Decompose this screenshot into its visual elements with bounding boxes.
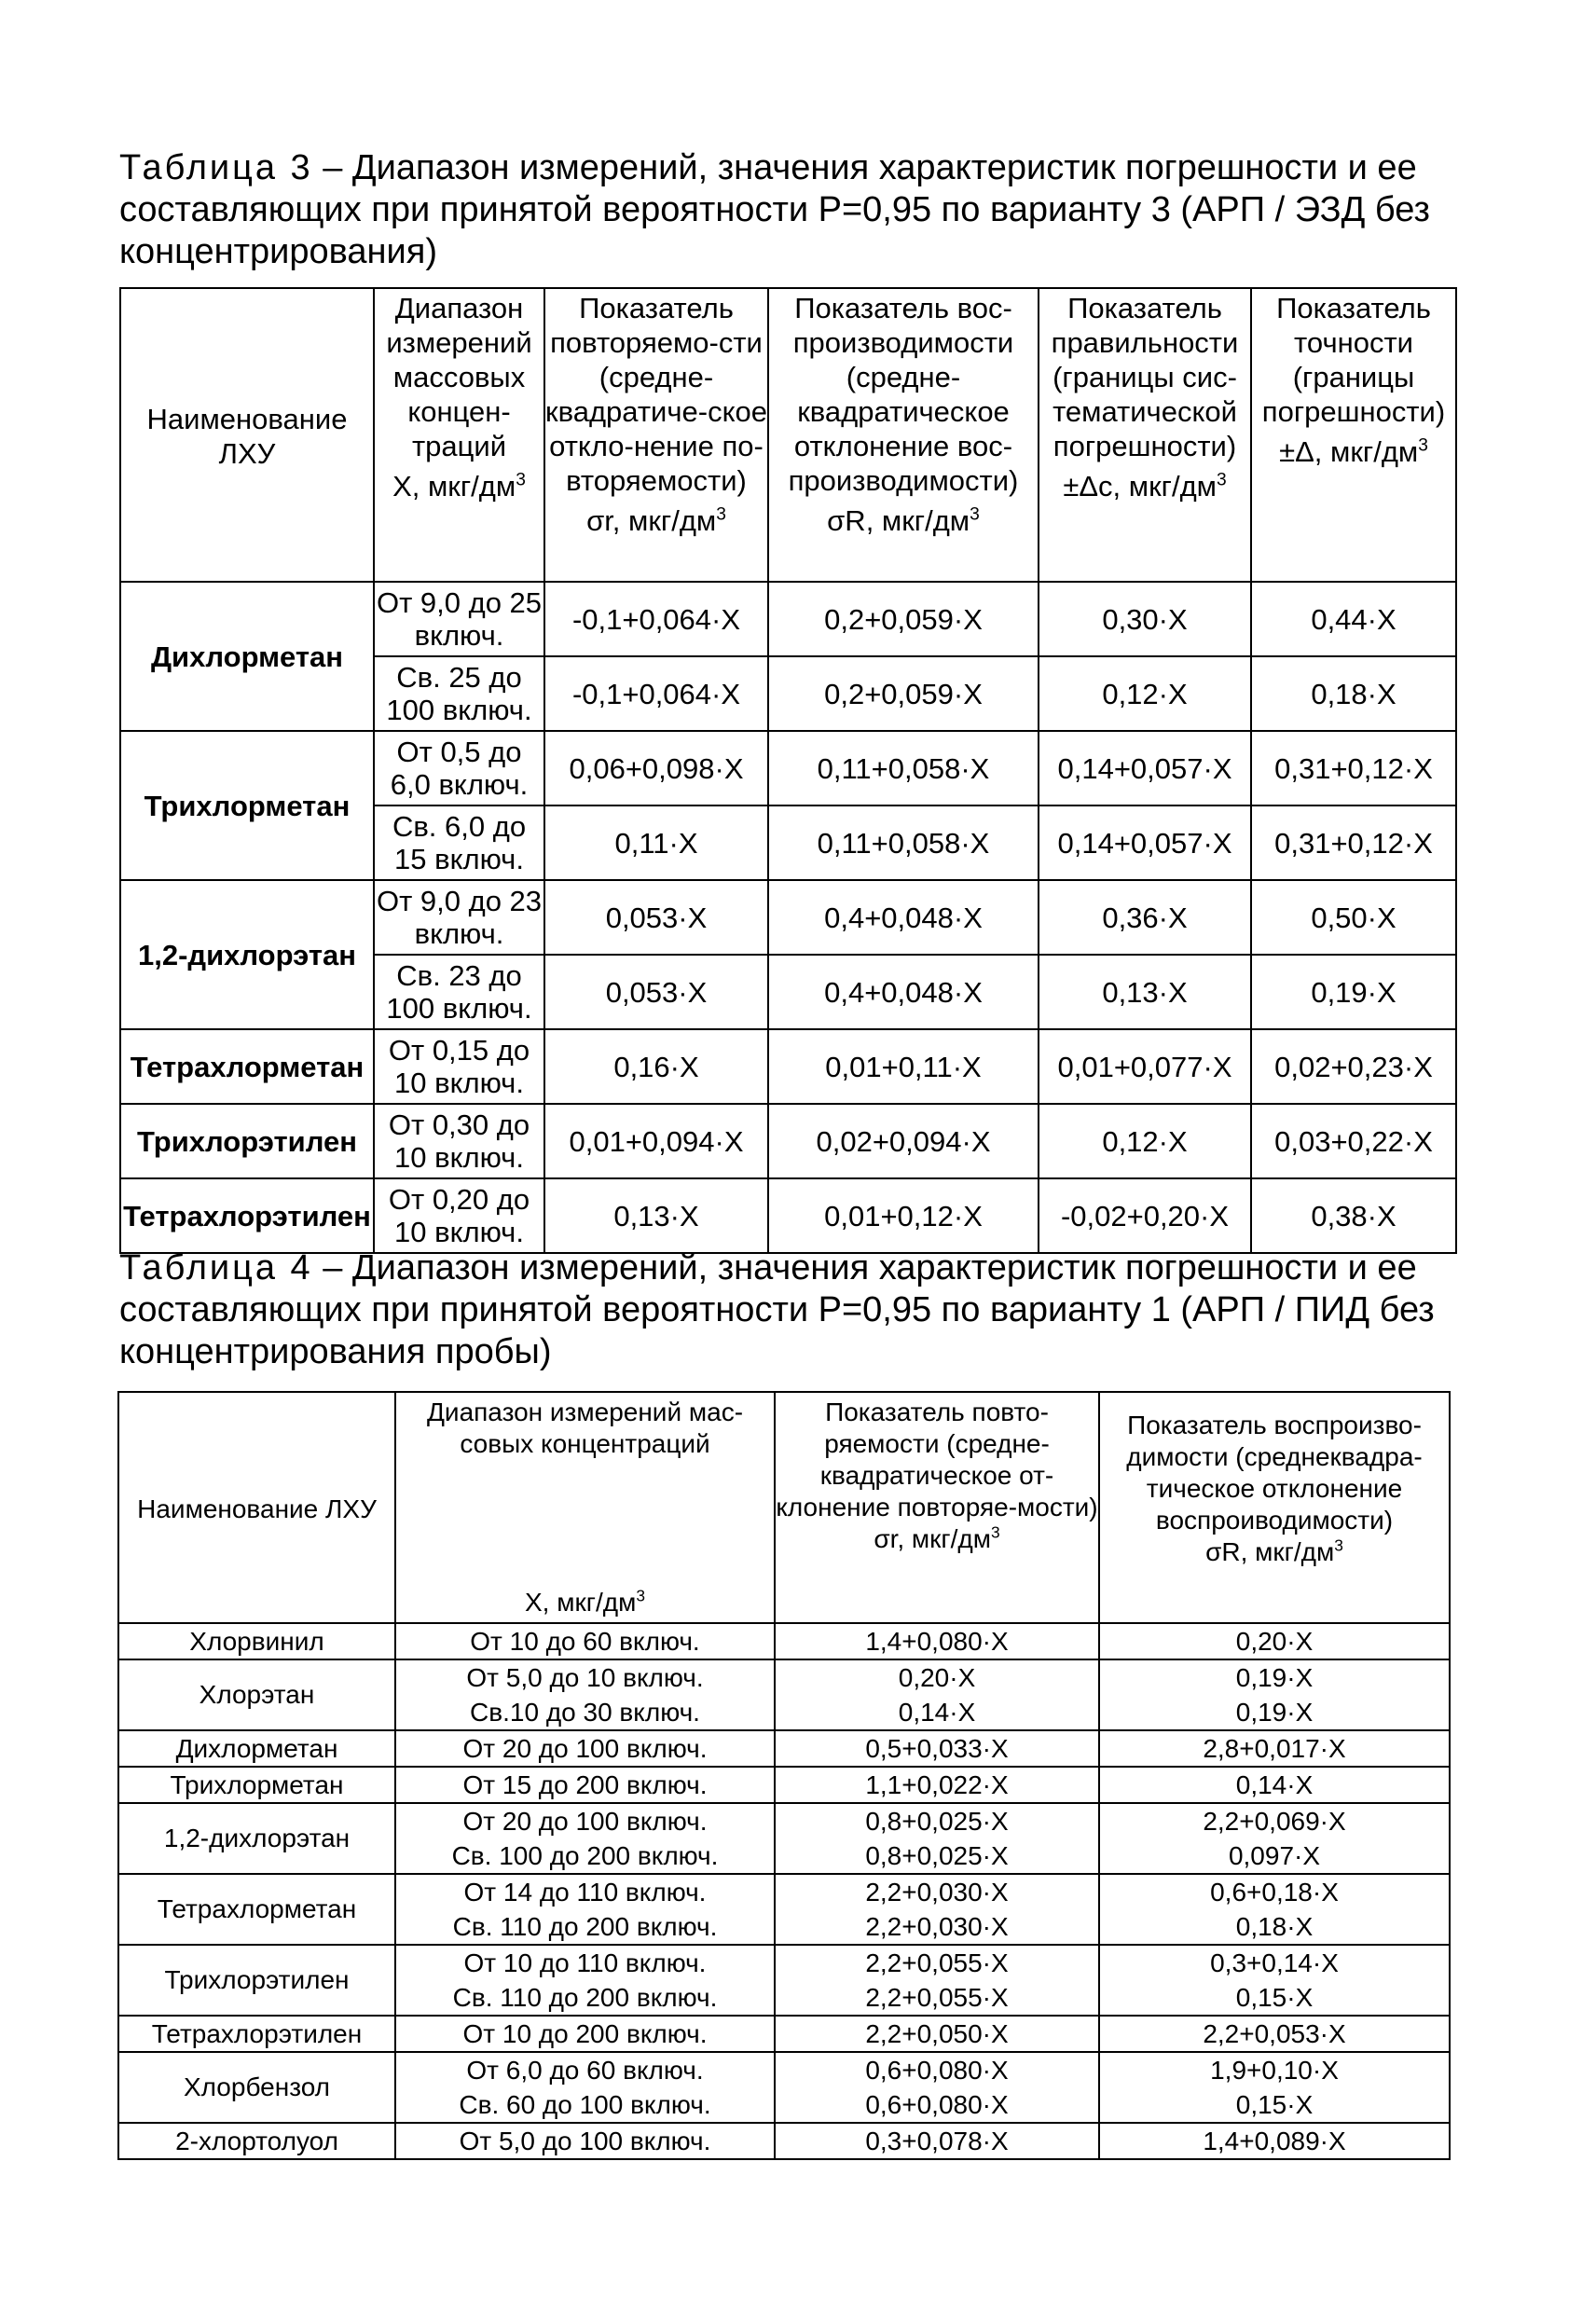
- table-row: [120, 1104, 1456, 1178]
- value-cell: 0,36·X: [1039, 880, 1251, 955]
- value-cell: 2,2+0,069·X: [1099, 1803, 1450, 1838]
- table3-header-row: [120, 288, 1456, 582]
- table-row: [118, 2052, 1450, 2087]
- value-cell: 2,2+0,050·X: [775, 2016, 1099, 2052]
- value-cell: 0,13·X: [544, 1178, 768, 1253]
- value-cell: 0,2+0,059·X: [768, 656, 1039, 731]
- value-cell: 0,11·X: [544, 805, 768, 880]
- value-cell: 0,4+0,048·X: [768, 880, 1039, 955]
- value-cell: 0,11+0,058·X: [768, 805, 1039, 880]
- value-cell: 0,14·X: [775, 1695, 1099, 1730]
- table-row: [118, 1623, 1450, 1659]
- value-cell: 0,14+0,057·X: [1039, 805, 1251, 880]
- compound-name: Дихлорметан: [120, 582, 374, 731]
- compound-name: Трихлорметан: [118, 1767, 395, 1803]
- table4-header-reprod: Показатель воспроизво-димости (среднеквадра-тическое отклонение воспроиводимости) σR, мкг/$дм^3$: [1099, 1392, 1450, 1623]
- value-cell: 2,2+0,055·X: [775, 1980, 1099, 2016]
- compound-name: Тетрахлорметан: [120, 1029, 374, 1104]
- value-cell: 0,02+0,094·X: [768, 1104, 1039, 1178]
- value-cell: 0,053·X: [544, 880, 768, 955]
- value-cell: 0,8+0,025·X: [775, 1838, 1099, 1874]
- value-cell: 0,2+0,059·X: [768, 582, 1039, 656]
- value-cell: 0,01+0,11·X: [768, 1029, 1039, 1104]
- table3-header-name: Наименование ЛХУ: [120, 288, 374, 582]
- range-cell: От 0,15 до 10 включ.: [374, 1029, 544, 1104]
- value-cell: 0,02+0,23·X: [1251, 1029, 1456, 1104]
- table-row: [118, 1730, 1450, 1767]
- compound-name: 1,2-дихлорэтан: [120, 880, 374, 1029]
- compound-name: Тетрахлорэтилен: [118, 2016, 395, 2052]
- table3-header-accuracy: Показатель точности (границы погрешности) ±Δ, мкг/$дм^3$: [1251, 288, 1456, 582]
- table-row: [120, 880, 1456, 955]
- value-cell: 0,12·X: [1039, 1104, 1251, 1178]
- range-cell: От 14 до 110 включ.: [395, 1874, 775, 1909]
- value-cell: 1,4+0,089·X: [1099, 2123, 1450, 2159]
- range-cell: От 6,0 до 60 включ.: [395, 2052, 775, 2087]
- value-cell: 0,13·X: [1039, 955, 1251, 1029]
- value-cell: 1,9+0,10·X: [1099, 2052, 1450, 2087]
- compound-name: Трихлорэтилен: [118, 1945, 395, 2016]
- table-row: [118, 2123, 1450, 2159]
- range-cell: От 15 до 200 включ.: [395, 1767, 775, 1803]
- table3-caption-lead: Таблица 3: [119, 148, 313, 187]
- value-cell: -0,02+0,20·X: [1039, 1178, 1251, 1253]
- table-row: [120, 731, 1456, 805]
- value-cell: 0,01+0,094·X: [544, 1104, 768, 1178]
- compound-name: Трихлорметан: [120, 731, 374, 880]
- value-cell: 0,06+0,098·X: [544, 731, 768, 805]
- range-cell: От 0,30 до 10 включ.: [374, 1104, 544, 1178]
- table4-caption-text: – Диапазон измерений, значения характеристик погрешности и ее составляющих при принятой вероятности Р=0,95 по варианту 1 (АРП / ПИД без концентрирования пробы): [119, 1248, 1435, 1371]
- range-cell: От 5,0 до 100 включ.: [395, 2123, 775, 2159]
- value-cell: 2,2+0,053·X: [1099, 2016, 1450, 2052]
- value-cell: 0,16·X: [544, 1029, 768, 1104]
- value-cell: 0,6+0,080·X: [775, 2087, 1099, 2123]
- value-cell: 2,2+0,055·X: [775, 1945, 1099, 1980]
- value-cell: 0,30·X: [1039, 582, 1251, 656]
- table3-header-range: Диапазон измерений массовых концен-траций X, мкг/$дм^3$: [374, 288, 544, 582]
- value-cell: 0,3+0,078·X: [775, 2123, 1099, 2159]
- range-cell: Св. 110 до 200 включ.: [395, 1909, 775, 1945]
- table4-header-range: Диапазон измерений мас-совых концентраций X, мкг/$дм^3$: [395, 1392, 775, 1623]
- table-row: [118, 2016, 1450, 2052]
- value-cell: 0,4+0,048·X: [768, 955, 1039, 1029]
- value-cell: 1,4+0,080·X: [775, 1623, 1099, 1659]
- value-cell: 0,14·X: [1099, 1767, 1450, 1803]
- value-cell: 2,2+0,030·X: [775, 1874, 1099, 1909]
- compound-name: Тетрахлорметан: [118, 1874, 395, 1945]
- table3-header-trueness: Показатель правильности (границы сис-тематической погрешности) ±Δc, мкг/$дм^3$: [1039, 288, 1251, 582]
- range-cell: От 0,5 до 6,0 включ.: [374, 731, 544, 805]
- range-cell: Св. 60 до 100 включ.: [395, 2087, 775, 2123]
- value-cell: 1,1+0,022·X: [775, 1767, 1099, 1803]
- value-cell: 0,15·X: [1099, 2087, 1450, 2123]
- value-cell: 0,11+0,058·X: [768, 731, 1039, 805]
- range-cell: Св. 100 до 200 включ.: [395, 1838, 775, 1874]
- value-cell: 0,31+0,12·X: [1251, 731, 1456, 805]
- range-cell: От 9,0 до 25 включ.: [374, 582, 544, 656]
- value-cell: 0,19·X: [1099, 1659, 1450, 1695]
- value-cell: 0,15·X: [1099, 1980, 1450, 2016]
- table-row: [120, 1178, 1456, 1253]
- range-cell: От 20 до 100 включ.: [395, 1803, 775, 1838]
- value-cell: 0,44·X: [1251, 582, 1456, 656]
- value-cell: 0,20·X: [1099, 1623, 1450, 1659]
- table3-header-repeat: Показатель повторяемо-сти (средне-квадратиче-ское откло-нение по-вторяемости) σr, мкг/$дм^3$: [544, 288, 768, 582]
- table4-header-row: [118, 1392, 1450, 1623]
- value-cell: 0,5+0,033·X: [775, 1730, 1099, 1767]
- value-cell: 0,19·X: [1099, 1695, 1450, 1730]
- table4: [117, 1391, 1451, 2160]
- range-cell: Св. 110 до 200 включ.: [395, 1980, 775, 2016]
- value-cell: 0,31+0,12·X: [1251, 805, 1456, 880]
- table3: [119, 287, 1457, 1254]
- table3-caption-text: – Диапазон измерений, значения характеристик погрешности и ее составляющих при принятой вероятности Р=0,95 по варианту 3 (АРП / ЭЗД без концентрирования): [119, 148, 1430, 271]
- value-cell: 0,18·X: [1099, 1909, 1450, 1945]
- table3-caption: [119, 147, 1462, 273]
- table-row: [118, 1767, 1450, 1803]
- range-cell: От 0,20 до 10 включ.: [374, 1178, 544, 1253]
- table-row: [118, 1659, 1450, 1695]
- compound-name: Дихлорметан: [118, 1730, 395, 1767]
- value-cell: 0,6+0,18·X: [1099, 1874, 1450, 1909]
- value-cell: -0,1+0,064·X: [544, 656, 768, 731]
- table4-header-name: Наименование ЛХУ: [118, 1392, 395, 1623]
- table-row: [118, 1945, 1450, 1980]
- table3-body: [120, 582, 1456, 1253]
- range-cell: От 10 до 60 включ.: [395, 1623, 775, 1659]
- range-cell: Св. 6,0 до 15 включ.: [374, 805, 544, 880]
- value-cell: 0,50·X: [1251, 880, 1456, 955]
- range-cell: Св. 23 до 100 включ.: [374, 955, 544, 1029]
- value-cell: 0,03+0,22·X: [1251, 1104, 1456, 1178]
- value-cell: 0,38·X: [1251, 1178, 1456, 1253]
- range-cell: От 5,0 до 10 включ.: [395, 1659, 775, 1695]
- value-cell: 0,18·X: [1251, 656, 1456, 731]
- value-cell: 0,14+0,057·X: [1039, 731, 1251, 805]
- compound-name: Хлорбензол: [118, 2052, 395, 2123]
- table-row: [118, 1874, 1450, 1909]
- compound-name: 2-хлортолуол: [118, 2123, 395, 2159]
- value-cell: 0,053·X: [544, 955, 768, 1029]
- range-cell: От 10 до 200 включ.: [395, 2016, 775, 2052]
- range-cell: От 10 до 110 включ.: [395, 1945, 775, 1980]
- table4-header-repeat: Показатель повто-ряемости (средне-квадратическое от-клонение повторяе-мости) σr, мкг/$дм^3$: [775, 1392, 1099, 1623]
- range-cell: От 9,0 до 23 включ.: [374, 880, 544, 955]
- value-cell: 0,19·X: [1251, 955, 1456, 1029]
- value-cell: 0,6+0,080·X: [775, 2052, 1099, 2087]
- value-cell: 0,3+0,14·X: [1099, 1945, 1450, 1980]
- table-row: [120, 582, 1456, 656]
- value-cell: 0,12·X: [1039, 656, 1251, 731]
- table-row: [120, 1029, 1456, 1104]
- value-cell: 0,20·X: [775, 1659, 1099, 1695]
- compound-name: Тетрахлорэтилен: [120, 1178, 374, 1253]
- value-cell: 2,2+0,030·X: [775, 1909, 1099, 1945]
- table3-header-reprod: Показатель вос-производимости (средне-квадратическое отклонение вос-производимости) σR, мкг/$дм^3$: [768, 288, 1039, 582]
- range-cell: Св.10 до 30 включ.: [395, 1695, 775, 1730]
- value-cell: 0,01+0,12·X: [768, 1178, 1039, 1253]
- table4-caption: [119, 1247, 1462, 1373]
- value-cell: -0,1+0,064·X: [544, 582, 768, 656]
- compound-name: Трихлорэтилен: [120, 1104, 374, 1178]
- compound-name: Хлорвинил: [118, 1623, 395, 1659]
- value-cell: 2,8+0,017·X: [1099, 1730, 1450, 1767]
- range-cell: От 20 до 100 включ.: [395, 1730, 775, 1767]
- value-cell: 0,8+0,025·X: [775, 1803, 1099, 1838]
- table-row: [118, 1803, 1450, 1838]
- range-cell: Св. 25 до 100 включ.: [374, 656, 544, 731]
- compound-name: Хлорэтан: [118, 1659, 395, 1730]
- table4-caption-lead: Таблица 4: [119, 1248, 313, 1287]
- compound-name: 1,2-дихлорэтан: [118, 1803, 395, 1874]
- value-cell: 0,097·X: [1099, 1838, 1450, 1874]
- value-cell: 0,01+0,077·X: [1039, 1029, 1251, 1104]
- table4-body: [118, 1623, 1450, 2159]
